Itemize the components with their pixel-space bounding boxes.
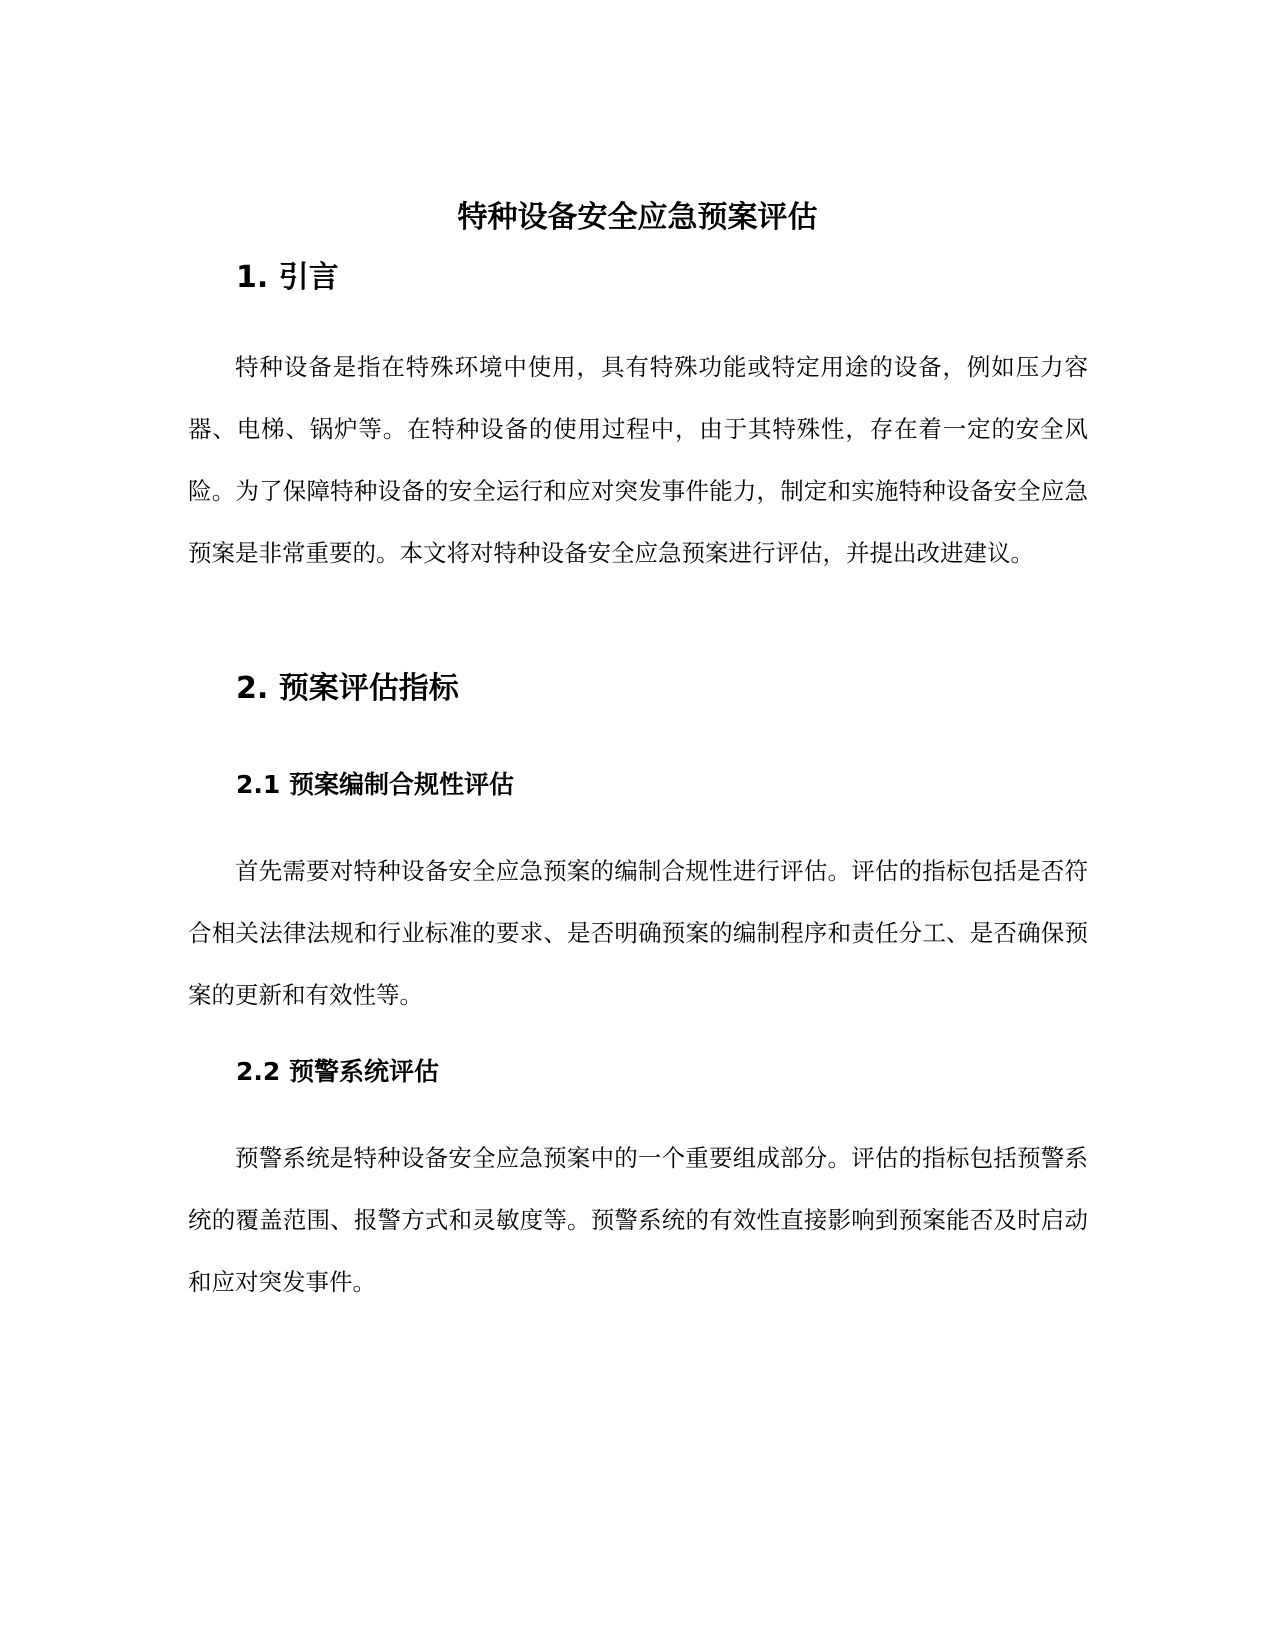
section-heading-evaluation-indicators: 2. 预案评估指标 xyxy=(236,671,459,706)
subsection-heading-warning-system: 2.2 预警系统评估 xyxy=(236,1057,439,1086)
subsection-paragraph-compliance: 首先需要对特种设备安全应急预案的编制合规性进行评估。评估的指标包括是否符合相关法律法规和行业标准的要求、是否明确预案的编制程序和责任分工、是否确保预案的更新和有效性等。 xyxy=(188,857,1088,1009)
section-heading-introduction: 1. 引言 xyxy=(236,260,339,295)
document-title: 特种设备安全应急预案评估 xyxy=(457,200,818,235)
subsection-heading-compliance: 2.1 预案编制合规性评估 xyxy=(236,770,514,799)
subsection-paragraph-warning-system: 预警系统是特种设备安全应急预案中的一个重要组成部分。评估的指标包括预警系统的覆盖范围、报警方式和灵敏度等。预警系统的有效性直接影响到预案能否及时启动和应对突发事件。 xyxy=(188,1144,1088,1296)
section-paragraph-introduction: 特种设备是指在特殊环境中使用，具有特殊功能或特定用途的设备，例如压力容器、电梯、锅炉等。在特种设备的使用过程中，由于其特殊性，存在着一定的安全风险。为了保障特种设备的安全运行和应对突发事件能力，制定和实施特种设备安全应急预案是非常重要的。本文将对特种设备安全应急预案进行评估，并提出改进建议。 xyxy=(188,353,1088,567)
